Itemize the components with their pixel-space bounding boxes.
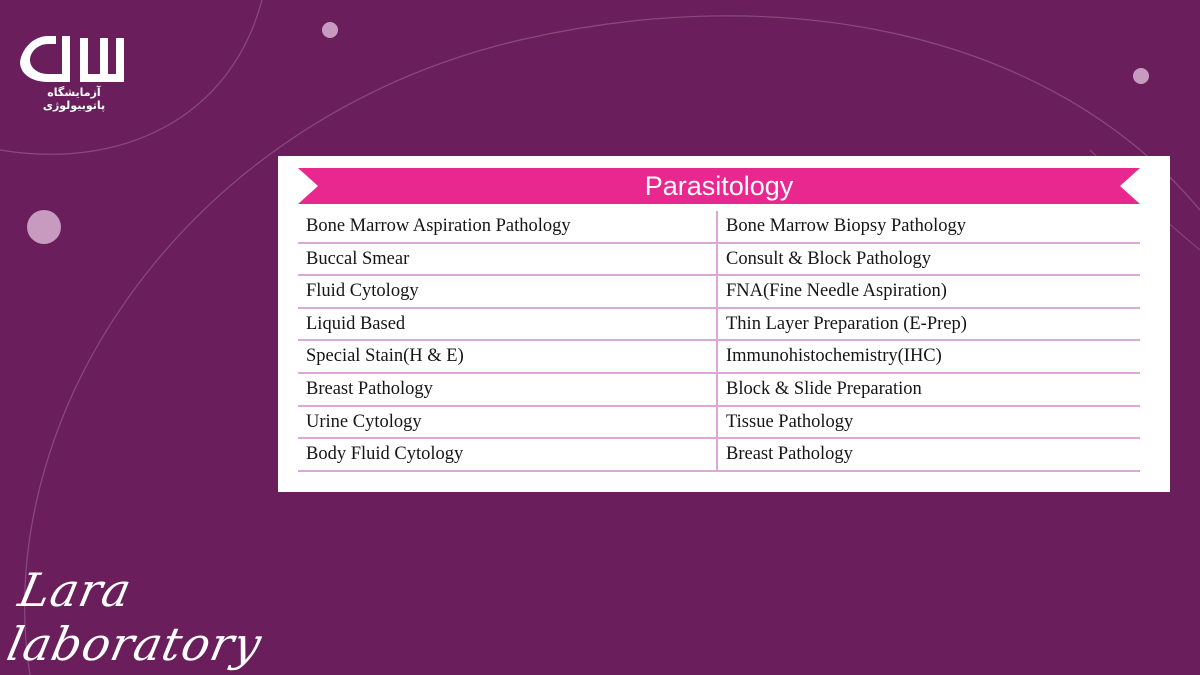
table-row [298,407,1140,440]
signature [2,545,314,671]
table-cell: Buccal Smear [298,244,718,275]
table-cell: Block & Slide Preparation [726,378,922,399]
table-cell: Immunohistochemistry(IHC) [726,346,942,367]
table-row [298,309,1140,342]
services-card [278,156,1170,492]
signature-text: Lara laboratory [2,563,267,671]
table-cell: Bone Marrow Biopsy Pathology [726,216,966,236]
table-cell: Consult & Block Pathology [726,248,932,269]
title-banner [298,168,1140,204]
table-cell: Tissue Pathology [726,411,854,432]
decor-dot [1133,68,1149,84]
logo-mark-icon [16,28,132,84]
table-row [298,374,1140,407]
table-cell: Breast Pathology [726,444,853,465]
table-cell: Special Stain(H & E) [298,341,718,372]
table-row [298,211,1140,244]
table-cell: Fluid Cytology [298,276,718,307]
table-cell: Urine Cytology [298,407,718,438]
table-cell: FNA(Fine Needle Aspiration) [726,281,947,302]
brand-logo [16,28,132,112]
brand-subtitle: آزمایشگاه پاتوبیولوژی [42,86,106,112]
card-title: Parasitology [644,171,794,201]
table-cell: Thin Layer Preparation (E-Prep) [726,313,967,334]
table-cell: Bone Marrow Aspiration Pathology [298,211,718,242]
table-cell: Body Fluid Cytology [298,439,718,470]
decor-dot [27,210,61,244]
services-table [298,211,1140,472]
table-cell: Liquid Based [298,309,718,340]
table-cell: Breast Pathology [298,374,718,405]
table-row [298,244,1140,277]
table-row [298,439,1140,472]
decor-dot [322,22,338,38]
table-row [298,341,1140,374]
table-row [298,276,1140,309]
